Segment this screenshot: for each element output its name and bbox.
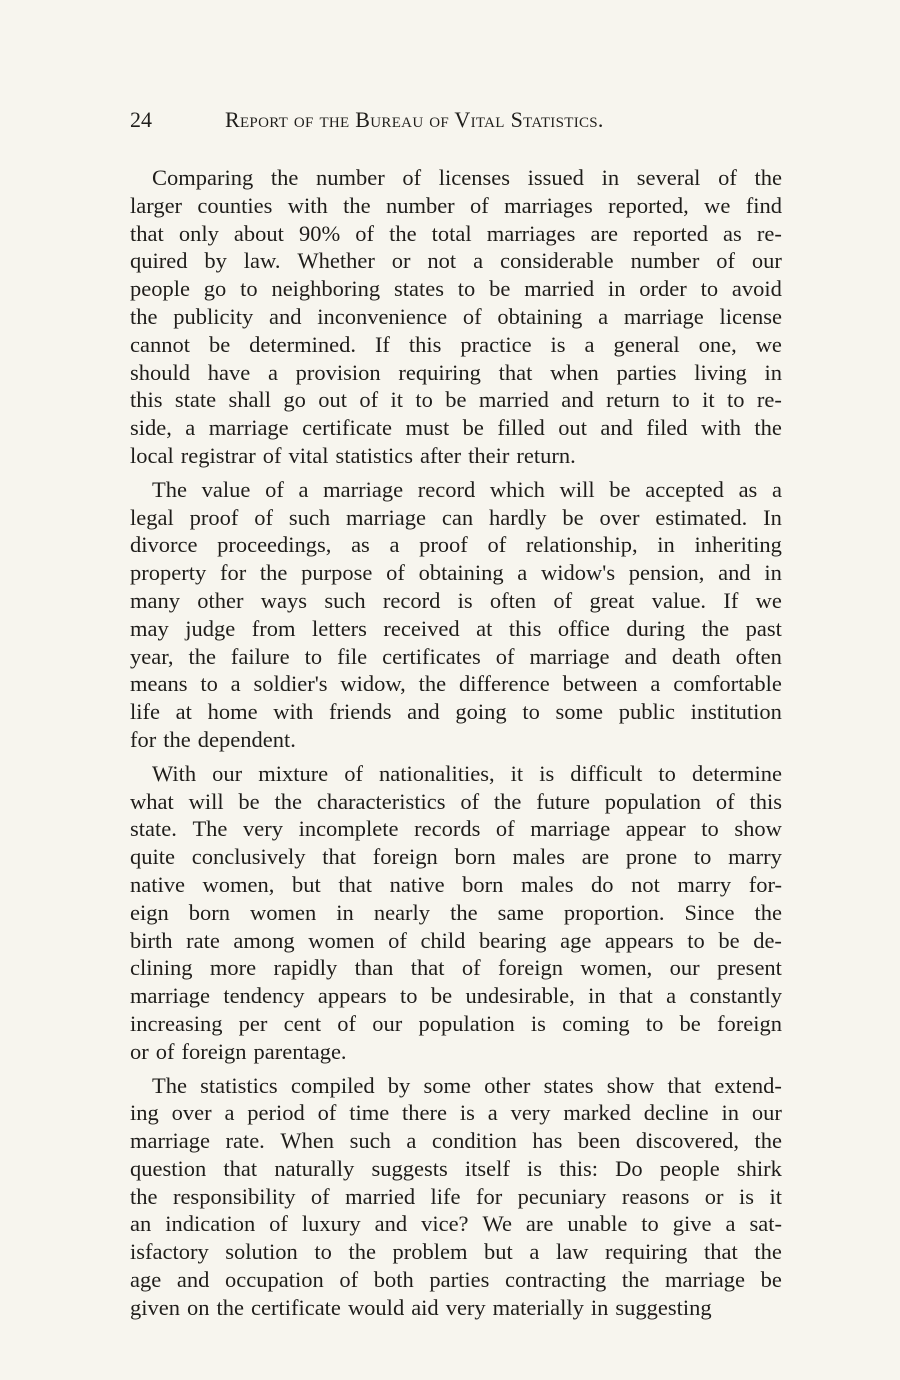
paragraph xyxy=(130,476,782,754)
text-line: local registrar of vital statistics after their return. xyxy=(130,442,576,468)
text-line: With our mixture of nationalities, it is difficult to determine xyxy=(152,760,782,786)
text-line: state. The very incomplete records of marriage appear to show xyxy=(130,816,782,842)
text-line: life at home with friends and going to some public institution xyxy=(130,699,782,725)
paragraph xyxy=(130,760,782,1066)
text-line: native women, but that native born males do not marry for- xyxy=(130,871,782,897)
text-line: The statistics compiled by some other states show that extend- xyxy=(152,1072,782,1098)
text-line: means to a soldier's widow, the difference between a comfortable xyxy=(130,671,782,697)
text-line: isfactory solution to the problem but a law requiring that the xyxy=(130,1239,782,1265)
text-line: an indication of luxury and vice? We are unable to give a sat- xyxy=(130,1211,782,1237)
text-line: quired by law. Whether or not a considerable number of our xyxy=(130,248,782,274)
text-line: birth rate among women of child bearing age appears to be de- xyxy=(130,927,782,953)
text-line: question that naturally suggests itself is this: Do people shirk xyxy=(130,1155,782,1181)
text-line: many other ways such record is often of great value. If we xyxy=(130,587,782,613)
text-line: may judge from letters received at this office during the past xyxy=(130,615,782,641)
text-line: should have a provision requiring that when parties living in xyxy=(130,359,782,385)
text-line: ing over a period of time there is a very marked decline in our xyxy=(130,1100,782,1126)
text-line: quite conclusively that foreign born males are prone to marry xyxy=(130,844,782,870)
paragraph xyxy=(130,164,782,470)
text-line: side, a marriage certificate must be filled out and filed with the xyxy=(130,415,782,441)
text-line: age and occupation of both parties contracting the marriage be xyxy=(130,1267,782,1293)
text-line: marriage tendency appears to be undesirable, in that a constantly xyxy=(130,983,782,1009)
text-line: year, the failure to file certificates of marriage and death often xyxy=(130,643,782,669)
text-line: the publicity and inconvenience of obtaining a marriage license xyxy=(130,303,782,329)
text-line: what will be the characteristics of the future population of this xyxy=(130,788,782,814)
text-line: divorce proceedings, as a proof of relationship, in inheriting xyxy=(130,532,782,558)
text-line: the responsibility of married life for pecuniary reasons or is it xyxy=(130,1183,782,1209)
text-line: increasing per cent of our population is coming to be foreign xyxy=(130,1010,782,1036)
text-line: legal proof of such marriage can hardly be over estimated. In xyxy=(130,504,782,530)
text-line: larger counties with the number of marriages reported, we find xyxy=(130,192,782,218)
text-line: property for the purpose of obtaining a widow's pension, and in xyxy=(130,560,782,586)
text-line: marriage rate. When such a condition has been discovered, the xyxy=(130,1128,782,1154)
text-line: that only about 90% of the total marriages are reported as re- xyxy=(130,220,782,246)
text-line: given on the certificate would aid very materially in suggesting xyxy=(130,1294,712,1320)
body-text xyxy=(130,164,782,1328)
paragraph xyxy=(130,1072,782,1322)
running-head xyxy=(130,103,780,137)
text-line: Comparing the number of licenses issued in several of the xyxy=(152,165,782,190)
text-line: or of foreign parentage. xyxy=(130,1038,347,1064)
text-line: cannot be determined. If this practice is a general one, we xyxy=(130,331,782,357)
text-line: for the dependent. xyxy=(130,726,296,752)
text-line: eign born women in nearly the same proportion. Since the xyxy=(130,899,782,925)
text-line: this state shall go out of it to be married and return to it to re- xyxy=(130,387,782,413)
text-line: The value of a marriage record which will be accepted as a xyxy=(152,476,782,502)
text-line: people go to neighboring states to be married in order to avoid xyxy=(130,276,782,302)
text-line: clining more rapidly than that of foreign women, our present xyxy=(130,955,782,981)
running-title: Report of the Bureau of Vital Statistics. xyxy=(225,107,604,132)
page-number: 24 xyxy=(130,107,152,132)
